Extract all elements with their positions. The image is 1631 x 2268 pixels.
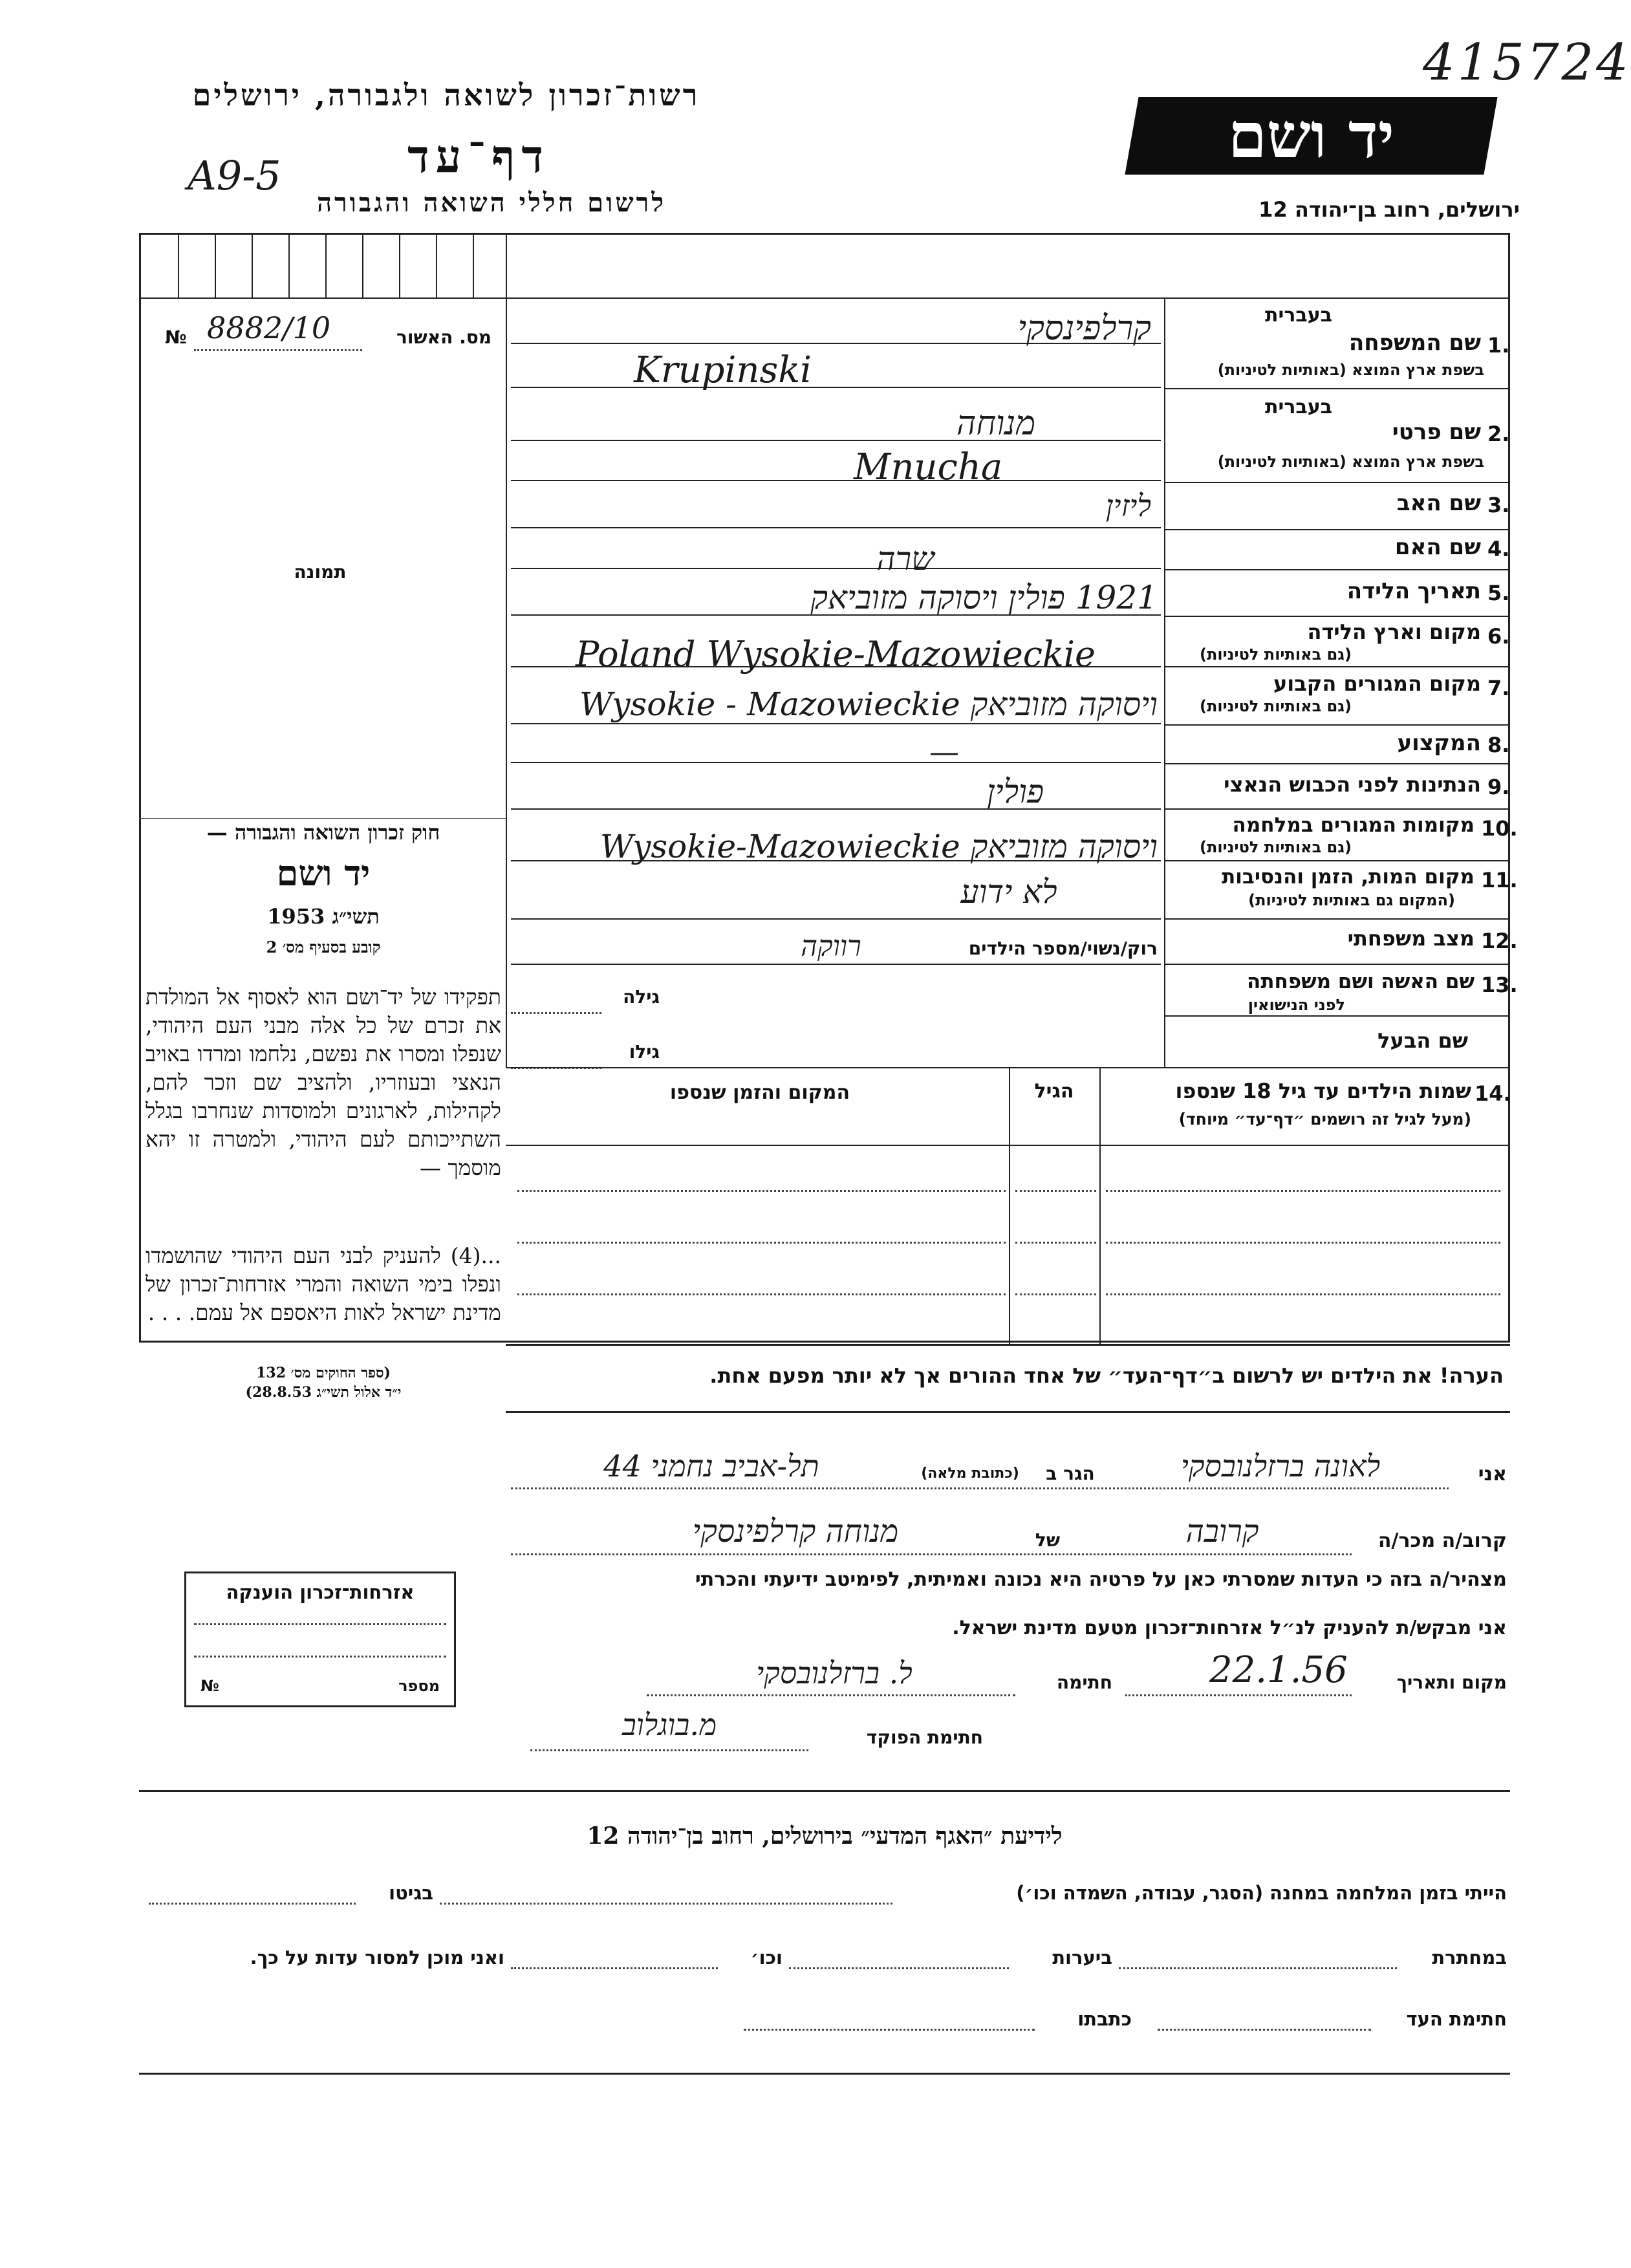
field-2-sub: בשפת ארץ המוצא (באותיות לטיניות)	[1217, 453, 1484, 471]
field-6-num: 6.	[1487, 624, 1510, 649]
field-5-num: 5.	[1487, 581, 1510, 605]
law-heading: חוק זכרון השואה והגבורה —	[206, 820, 440, 845]
research-willing-label: ואני מוכן למסור עדות על כך.	[250, 1947, 504, 1969]
citizenship-number-label: מספר	[398, 1677, 440, 1695]
field-4-value: שרה	[876, 540, 934, 578]
field-8-num: 8.	[1487, 733, 1510, 757]
law-reference-1: (ספר החוקים מס׳ 132	[256, 1365, 391, 1381]
decl-of-label: של	[1035, 1529, 1061, 1551]
field-11-num: 11.	[1481, 868, 1518, 892]
field-3-value: ליזין	[1105, 488, 1151, 523]
field-6-value: Poland Wysokie-Mazowieckie	[576, 634, 1096, 675]
field-2-latin-value: Mnucha	[854, 446, 1003, 488]
yad-vashem-logo	[1125, 97, 1497, 175]
decl-signature-label: חתימה	[1056, 1672, 1112, 1693]
citizenship-title: אזרחות־זכרון הוענקה	[226, 1581, 415, 1603]
decl-relative-label: קרוב/ה מכר/ה	[1377, 1529, 1507, 1552]
field-4-num: 4.	[1487, 537, 1510, 561]
field-11-sub: (המקום גם באותיות לטיניות)	[1248, 891, 1455, 909]
approval-label: מס. האשור	[396, 327, 491, 348]
field-2-num: 2.	[1487, 422, 1510, 446]
logo-text: יד ושם	[1227, 99, 1395, 172]
citizenship-no-mark: №	[200, 1677, 219, 1695]
children-num: 14.	[1474, 1081, 1511, 1106]
field-9-value: פולין	[986, 773, 1044, 810]
field-1-lang: בעברית	[1265, 304, 1332, 327]
law-paragraph-2: ...(4) להעניק לבני העם היהודי שהושמדו ונפלו בימי השואה והמרי אזרחות־זכרון של מדינת ישראל לאות היאספם אל עמם. . . .	[146, 1243, 501, 1325]
law-year: תשי״ג 1953	[267, 904, 380, 929]
research-line1-text: הייתי בזמן המלחמה במחנה (הסגר, עבודה, השמדה וכו׳)	[1016, 1882, 1507, 1904]
decl-date-value: 22.1.56	[1209, 1649, 1348, 1691]
field-3-label: שם האב	[1396, 490, 1481, 516]
field-12-num: 12.	[1481, 929, 1518, 953]
law-clause: קובע בסעיף מס׳ 2	[266, 938, 381, 956]
field-10-value: Wysokie-Mazowieckie ויסוקה מזוביאק	[599, 828, 1158, 865]
field-4-label: שם האם	[1394, 534, 1481, 560]
decl-place-date-label: מקום ותאריך	[1396, 1672, 1507, 1693]
law-paragraph-1: תפקידו של יד־ושם הוא לאסוף אל המולדת את זכרם של כל אלה מבני העם היהודי, שנפלו ומסרו את נפשם, נלחמו ומרדו באויב הנאצי ובעוזריו, ולהציב שם וזכר להם, לקהילות, לארגונים ולמוסדות שנחרבו בגלל השתייכותם לעם היהודי, ולמטרה זו יהא מוסמך —	[146, 984, 501, 1180]
field-2-hebrew-value: מנוחה	[956, 404, 1036, 443]
children-label: שמות הילדים עד גיל 18 שנספו	[1175, 1079, 1471, 1103]
field-10-num: 10.	[1481, 816, 1518, 841]
decl-resides-label: הגר ב	[1046, 1463, 1095, 1484]
research-title: לידיעת ״האגף המדעי״ בירושלים, רחוב בן־יהודה 12	[587, 1822, 1063, 1850]
decl-request: אני מבקש/ת להעניק לנ״ל אזרחות־זכרון מטעם מדינת ישראל.	[952, 1617, 1507, 1639]
decl-of-value: מנוחה קרלפינסקי	[692, 1513, 899, 1550]
decl-name-value: לאונה ברזלנובסקי	[1180, 1449, 1381, 1484]
organization-title: רשות־זכרון לשואה ולגבורה, ירושלים	[192, 78, 700, 113]
field-13-num: 13.	[1481, 973, 1518, 997]
field-husband-label: שם הבעל	[1377, 1028, 1468, 1053]
field-8-label: המקצוע	[1397, 730, 1481, 756]
field-9-num: 9.	[1487, 775, 1510, 799]
remark-note: הערה! את הילדים יש לרשום ב״דף־העד״ של אחד ההורים אך לא יותר מפעם אחת.	[709, 1363, 1504, 1388]
field-7-value: Wysokie - Mazowieckie ויסוקה מזוביאק	[579, 686, 1158, 723]
field-7-num: 7.	[1487, 676, 1510, 700]
decl-i-label: אני	[1478, 1463, 1507, 1485]
decl-officer-value: מ.בוגלוב	[621, 1707, 717, 1742]
children-note: (מעל לגיל זה רושמים ״דף־עד״ מיוחד)	[1178, 1110, 1471, 1129]
approval-no-mark: №	[165, 327, 187, 348]
field-3-num: 3.	[1487, 493, 1510, 517]
field-10-sub: (גם באותיות לטיניות)	[1200, 838, 1352, 856]
decl-relation-value: קרובה	[1185, 1513, 1259, 1550]
field-13-label: שם האשה ושם משפחתה	[1247, 970, 1474, 993]
field-1-sub: בשפת ארץ המוצא (באותיות לטיניות)	[1217, 361, 1484, 379]
field-7-sub: (גם באותיות לטיניות)	[1200, 697, 1352, 715]
decl-statement: מצהיר/ה בזה כי העדות שמסרתי כאן על פרטיה היא נכונה ואמיתית, לפימיטב ידיעתי והכרתי	[695, 1568, 1507, 1591]
handwritten-number: 415724	[1423, 34, 1631, 92]
field-2-lang: בעברית	[1265, 396, 1332, 418]
form-title: דף־עד	[407, 129, 550, 183]
field-9-label: הנתינות לפני הכבוש הנאצי	[1224, 772, 1481, 797]
photo-label: תמונה	[294, 561, 347, 583]
field-1-num: 1.	[1487, 333, 1510, 358]
field-10-label: מקומות המגורים במלחמה	[1232, 814, 1474, 837]
decl-officer-label: חתימת הפוקד	[866, 1727, 983, 1748]
field-11-value: לא ידוע	[960, 873, 1057, 911]
field-13-sub: לפני הנישואין	[1248, 996, 1345, 1014]
field-2-label: שם פרטי	[1392, 419, 1481, 445]
research-forests-label: ביערות	[1052, 1947, 1112, 1969]
husband-age-label: גילו	[629, 1041, 660, 1063]
field-6-sub: (גם באותיות לטיניות)	[1200, 645, 1352, 664]
children-col-place: המקום והזמן שנספו	[669, 1081, 850, 1104]
handwritten-code: A9-5	[188, 152, 281, 199]
field-5-label: תאריך הלידה	[1346, 578, 1481, 604]
law-reference-2: י״ד אלול תשי״ג 28.8.53)	[245, 1384, 402, 1401]
research-underground-label: במחתרת	[1432, 1947, 1507, 1969]
field-12-label: מצב משפחתי	[1347, 926, 1474, 951]
research-etc-label: וכו׳	[750, 1947, 783, 1969]
field-6-label: מקום וארץ הלידה	[1307, 620, 1481, 644]
research-witness-sign-label: חתימת העד	[1406, 2008, 1507, 2030]
form-subtitle: לרשום חללי השואה והגבורה	[316, 188, 667, 218]
field-8-value: —	[929, 734, 959, 769]
decl-address-value: תל-אביב נחמני 44	[603, 1449, 819, 1484]
law-name: יד ושם	[276, 852, 371, 894]
field-12-value: רווקה	[801, 930, 861, 963]
field-7-label: מקום המגורים הקבוע	[1273, 671, 1481, 696]
field-1-latin-value: Krupinski	[634, 349, 812, 391]
field-5-value: 1921 פולין ויסוקה מזוביאק	[810, 579, 1158, 616]
field-1-hebrew-value: קרלפינסקי	[1017, 309, 1151, 348]
research-ghetto-label: בגיטו	[389, 1882, 433, 1904]
field-1-label: שם המשפחה	[1348, 330, 1481, 356]
address: ירושלים, רחוב בן־יהודה 12	[1258, 197, 1520, 222]
field-12-subline: רוק/נשוי/מספר הילדים	[968, 938, 1158, 959]
approval-number: 8882/10	[207, 310, 331, 345]
children-col-age: הגיל	[1034, 1080, 1074, 1103]
research-address-label: כתבתו	[1077, 2008, 1132, 2030]
field-11-label: מקום המות, הזמן והנסיבות	[1222, 865, 1474, 889]
wife-age-label: גילה	[623, 986, 660, 1008]
decl-signature-value: ל. ברזלנובסקי	[756, 1656, 913, 1690]
decl-address-hint: (כתובת מלאה)	[921, 1465, 1019, 1482]
